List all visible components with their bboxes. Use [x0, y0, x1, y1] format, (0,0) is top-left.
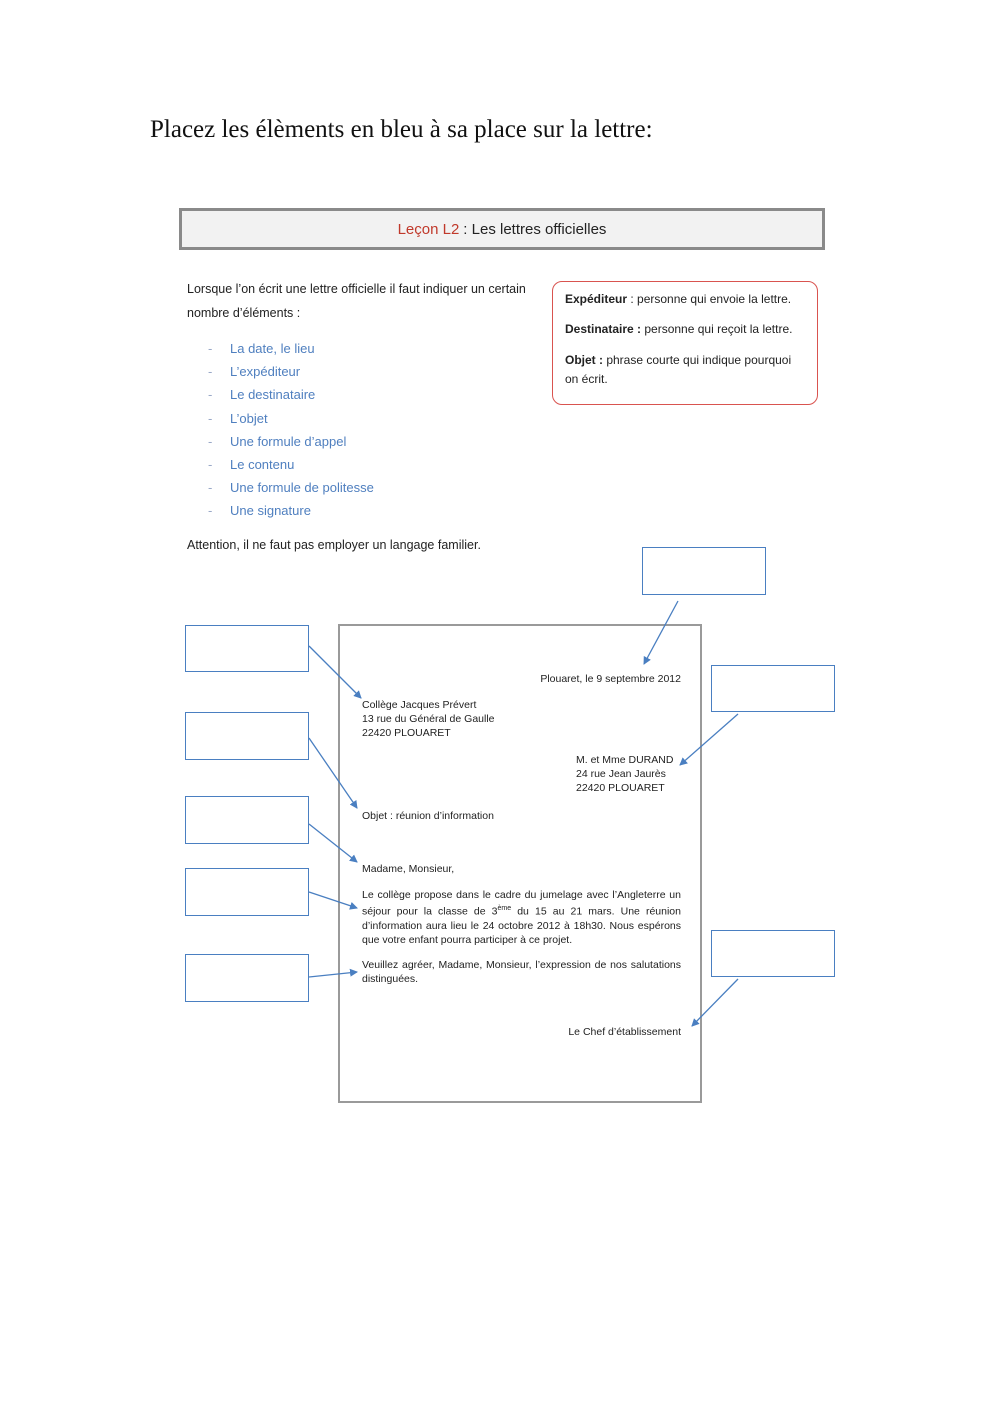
- lesson-title: : Les lettres officielles: [463, 220, 607, 238]
- answer-box-salutation[interactable]: [185, 796, 309, 844]
- list-item: - L’objet: [208, 410, 268, 426]
- list-item: - La date, le lieu: [208, 341, 315, 356]
- warning-text: Attention, il ne faut pas employer un langage familier.: [187, 538, 481, 552]
- letter-sender: Collège Jacques Prévert 13 rue du Général de Gaulle 22420 PLOUARET: [362, 699, 495, 739]
- list-item: - Une formule d’appel: [208, 433, 347, 449]
- answer-box-sender[interactable]: [185, 625, 309, 672]
- lesson-header: [179, 208, 825, 250]
- list-item: - Le contenu: [208, 456, 295, 472]
- answer-box-signature[interactable]: [711, 930, 835, 977]
- letter-salutation: Madame, Monsieur,: [362, 863, 455, 875]
- definition-expediteur: Expéditeur : personne qui envoie la lettre.: [565, 292, 792, 306]
- list-item: - Une signature: [208, 503, 311, 519]
- definition-destinataire: Destinataire : personne qui reçoit la lettre.: [565, 322, 793, 336]
- answer-box-recipient[interactable]: [711, 665, 835, 712]
- letter-signature: Le Chef d’établissement: [568, 1026, 681, 1038]
- letter-recipient: M. et Mme DURAND 24 rue Jean Jaurès 22420 PLOUARET: [576, 754, 674, 794]
- definition-objet: Objet : phrase courte qui indique pourquoi on écrit.: [565, 353, 792, 386]
- list-item: - Une formule de politesse: [208, 480, 374, 496]
- list-item: - Le destinataire: [208, 387, 316, 403]
- answer-box-date[interactable]: [642, 547, 766, 595]
- page-instruction: Placez les élèments en bleu à sa place sur la lettre:: [150, 116, 653, 143]
- intro-text: Lorsque l’on écrit une lettre officielle il faut indiquer un certain nombre d’éléments :: [187, 282, 526, 320]
- answer-box-subject[interactable]: [185, 712, 309, 760]
- elements-list: [208, 337, 374, 523]
- list-item: - L’expéditeur: [208, 364, 301, 380]
- letter-date-place: Plouaret, le 9 septembre 2012: [540, 673, 681, 685]
- definitions-box: [552, 281, 818, 405]
- answer-box-closing[interactable]: [185, 954, 309, 1002]
- letter-body: Le collège propose dans le cadre du jumelage avec l’Angleterre un séjour pour la classe de 3ème du 15 au 21 mars. Une réunion d’information aura lieu le 24 octobre 2012 à 18h30. Nous espérons que votre enfant pourra participer à ce projet.: [362, 889, 681, 946]
- lesson-code: Leçon L2: [397, 220, 460, 238]
- letter-closing: Veuillez agréer, Madame, Monsieur, l’expression de nos salutations distinguées.: [362, 959, 681, 985]
- answer-box-body[interactable]: [185, 868, 309, 916]
- letter-subject: Objet : réunion d’information: [362, 810, 494, 822]
